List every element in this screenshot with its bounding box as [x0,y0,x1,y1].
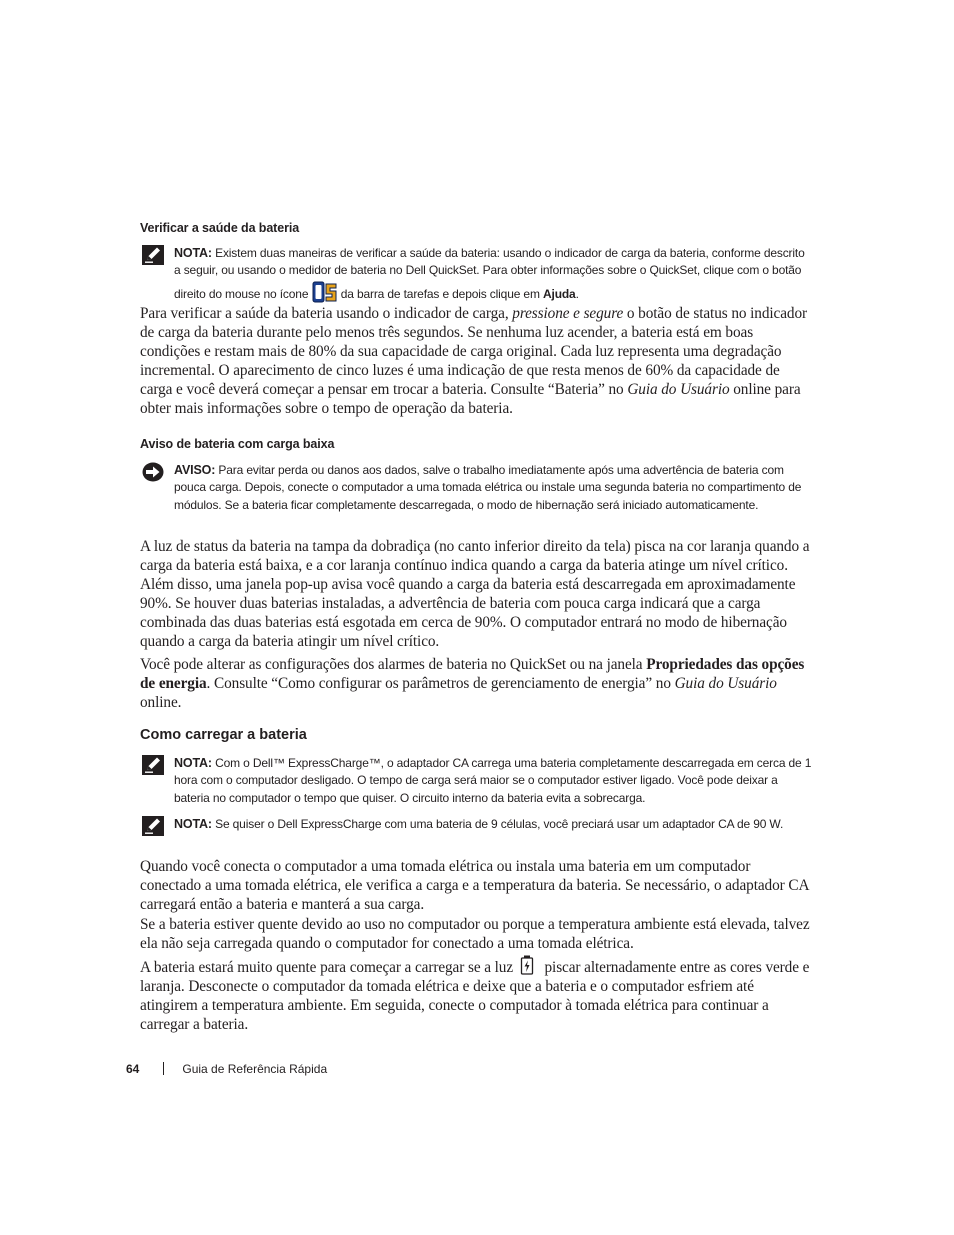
para-text: A bateria estará muito quente para começar a carregar se a luz [140,959,517,976]
note-label: NOTA: [174,817,212,831]
para-text: piscar alternadamente entre as cores verde e laranja. Desconecte o computador da tomada elétrica e deixe que a bateria e o computador esfriem até atingirem a temperatura ambiente. Em seguida, conecte o computador à tomada elétrica para continuar a carregar a bateria. [140,959,810,1033]
note-text: Se quiser o Dell ExpressCharge com uma bateria de 9 células, você preciará usar um adaptador CA de 90 W. [211,817,784,831]
section-heading-low-battery: Aviso de bateria com carga baixa [140,437,335,451]
page-number: 64 [126,1062,140,1076]
para-italic: Guia do Usuário [674,674,777,692]
paragraph-hot-battery: Se a bateria estiver quente devido ao uso no computador ou porque a temperatura ambiente está elevada, talvez ela não seja carregada quando o computador for conectado a uma tomada elétrica. [140,916,810,952]
note-text-2: da barra de tarefas e depois clique em [337,286,543,301]
paragraph-battery-health [140,305,812,418]
para-text: Você pode alterar as configurações dos alarmes de bateria no QuickSet ou na janela [140,656,647,673]
note-help-word: Ajuda [543,286,576,301]
note-battery-health [140,245,812,304]
pencil-note-icon [142,755,164,775]
footer-title: Guia de Referência Rápida [182,1062,328,1076]
para-text: online para obter mais informações sobre o tempo de operação da bateria. [140,380,801,417]
footer-divider [163,1062,164,1075]
section-heading-battery-health: Verificar a saúde da bateria [140,221,300,235]
pencil-note-icon [142,245,164,265]
para-text: o botão de status no indicador de carga da bateria durante pelo menos três segundos. Se nenhuma luz acender, a bateria está em boas condições e restam mais de 80% da sua capacidade de carga original. Cada luz representa uma degradação incremental. O aparecimento de cinco luzes é uma indicação de que resta menos de 60% da capacidade de carga e você deverá começar a pensar em trocar a bateria. Consulte “Bateria” no [140,305,808,398]
paragraph-alarm-settings [140,656,812,713]
paragraph-status-light: A luz de status da bateria na tampa da dobradiça (no canto inferior direito da tela) pisca na cor laranja quando a carga da bateria está baixa, e a cor laranja contínuo indica quando a carga da bateria atinge um nível crítico. Além disso, uma janela pop-up avisa você quando a carga da bateria está descarregada em aproximadamente 90%. Se houver duas baterias instaladas, a advertência de bateria com pouca carga indicará que a carga combinada das duas baterias está esgotada em cerca de 90%. O computador entrará no modo de hibernação quando a carga da bateria atingir um nível crítico. [140,538,810,650]
note-9-cell [140,816,812,833]
pencil-note-icon [142,816,164,836]
notice-low-battery [140,462,812,514]
notice-arrow-icon [142,462,164,482]
battery-light-icon [517,955,541,975]
paragraph-charging-check: Quando você conecta o computador a uma tomada elétrica ou instala uma bateria em um computador conectado a uma tomada elétrica, ele verifica a carga e a temperatura da bateria. Se necessário, o adaptador CA carregará então a bateria e manterá a sua carga. [140,858,809,913]
paragraph-too-hot [140,955,812,1035]
para-text: online. [140,693,182,711]
section-heading-charging: Como carregar a bateria [140,727,307,743]
notice-label: AVISO: [174,463,216,477]
para-italic: pressione e segure [512,305,624,322]
note-text-end: . [575,286,579,301]
para-text: . Consulte “Como configurar os parâmetros de gerenciamento de energia” no [206,674,675,692]
note-text: Com o Dell™ ExpressCharge™, o adaptador CA carrega uma bateria completamente descarregada em cerca de 1 hora com o computador desligado. O tempo de carga será maior se o computador estiver ligado. Você pode deixar a bateria no computador o tempo que quiser. O circuito interno da bateria evita a sobrecarga. [174,756,812,805]
quickset-taskbar-icon [312,280,338,304]
page-footer [126,1062,327,1076]
notice-text: Para evitar perda ou danos aos dados, salve o trabalho imediatamente após uma advertência de bateria com pouca carga. Depois, conecte o computador a uma tomada elétrica ou instale uma segunda bateria no compartimento de módulos. Se a bateria ficar completamente descarregada, o modo de hibernação será iniciado automaticamente. [174,463,802,512]
note-label: NOTA: [174,246,212,260]
para-text: Para verificar a saúde da bateria usando o indicador de carga, [140,305,513,322]
para-italic: Guia do Usuário [627,380,730,398]
para-bold: Propriedades das opções de energia [140,656,805,692]
note-label: NOTA: [174,756,212,770]
note-expresscharge [140,755,812,807]
note-text: Existem duas maneiras de verificar a saúde da bateria: usando o indicador de carga da bateria, conforme descrito a seguir, ou usando o medidor de bateria no Dell QuickSet. Para obter informações sobre o QuickSet, clique com o botão direito do mouse no ícone [174,246,805,301]
